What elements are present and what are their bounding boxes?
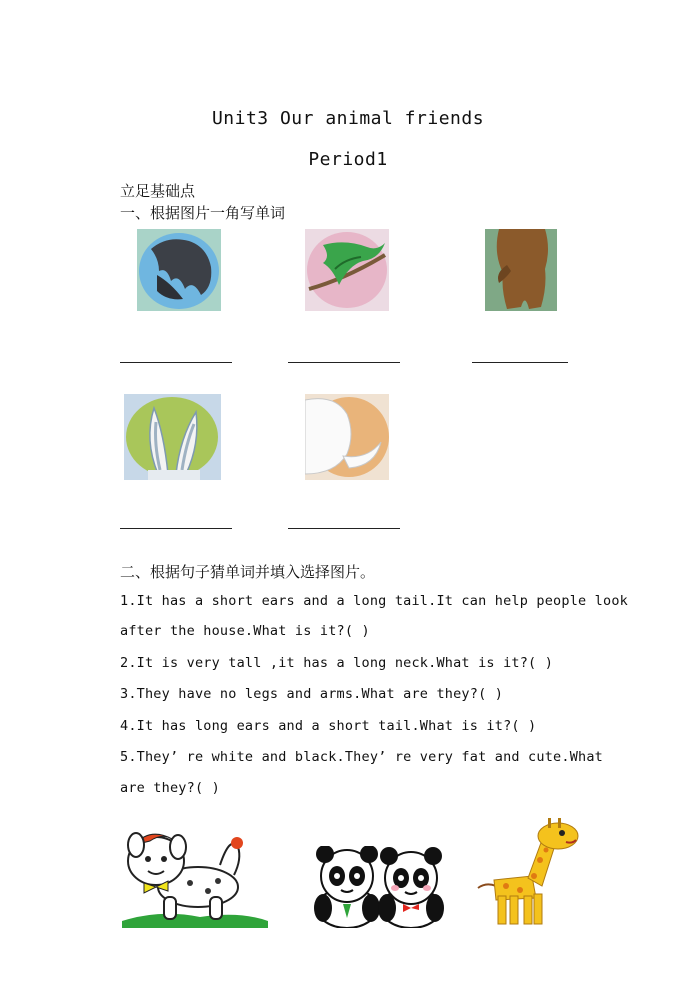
answer-blank-5[interactable] bbox=[288, 528, 400, 529]
question-3: 3.They have no legs and arms.What are they?( ) bbox=[120, 686, 504, 702]
question-5-line2: are they?( ) bbox=[120, 780, 220, 796]
part2-heading: 二、根据句子猜单词并填入选择图片。 bbox=[120, 563, 376, 581]
question-5-line1: 5.They’ re white and black.They’ re very fat and cute.What bbox=[120, 749, 604, 765]
bird-icon bbox=[305, 229, 389, 311]
giraffe-icon bbox=[476, 816, 588, 928]
dog-icon bbox=[120, 825, 270, 928]
answer-blank-3[interactable] bbox=[472, 362, 568, 363]
page-title: Unit3 Our animal friends bbox=[211, 108, 485, 129]
period-label: Period1 bbox=[308, 149, 388, 170]
bear-icon bbox=[485, 229, 557, 311]
answer-blank-1[interactable] bbox=[120, 362, 232, 363]
answer-blank-4[interactable] bbox=[120, 528, 232, 529]
section-label: 立足基础点 bbox=[120, 182, 196, 200]
pandas-icon bbox=[311, 846, 447, 928]
rabbit-ears-icon bbox=[124, 394, 221, 480]
animal-tail-icon bbox=[305, 394, 389, 480]
question-1-line2: after the house.What is it?( ) bbox=[120, 623, 370, 639]
fish-tail-icon bbox=[137, 229, 221, 311]
question-4: 4.It has long ears and a short tail.What is it?( ) bbox=[120, 718, 537, 734]
question-2: 2.It is very tall ,it has a long neck.What is it?( ) bbox=[120, 655, 554, 671]
question-1-line1: 1.It has a short ears and a long tail.It can help people look bbox=[120, 593, 628, 609]
answer-blank-2[interactable] bbox=[288, 362, 400, 363]
part1-heading: 一、根据图片一角写单词 bbox=[120, 204, 286, 222]
